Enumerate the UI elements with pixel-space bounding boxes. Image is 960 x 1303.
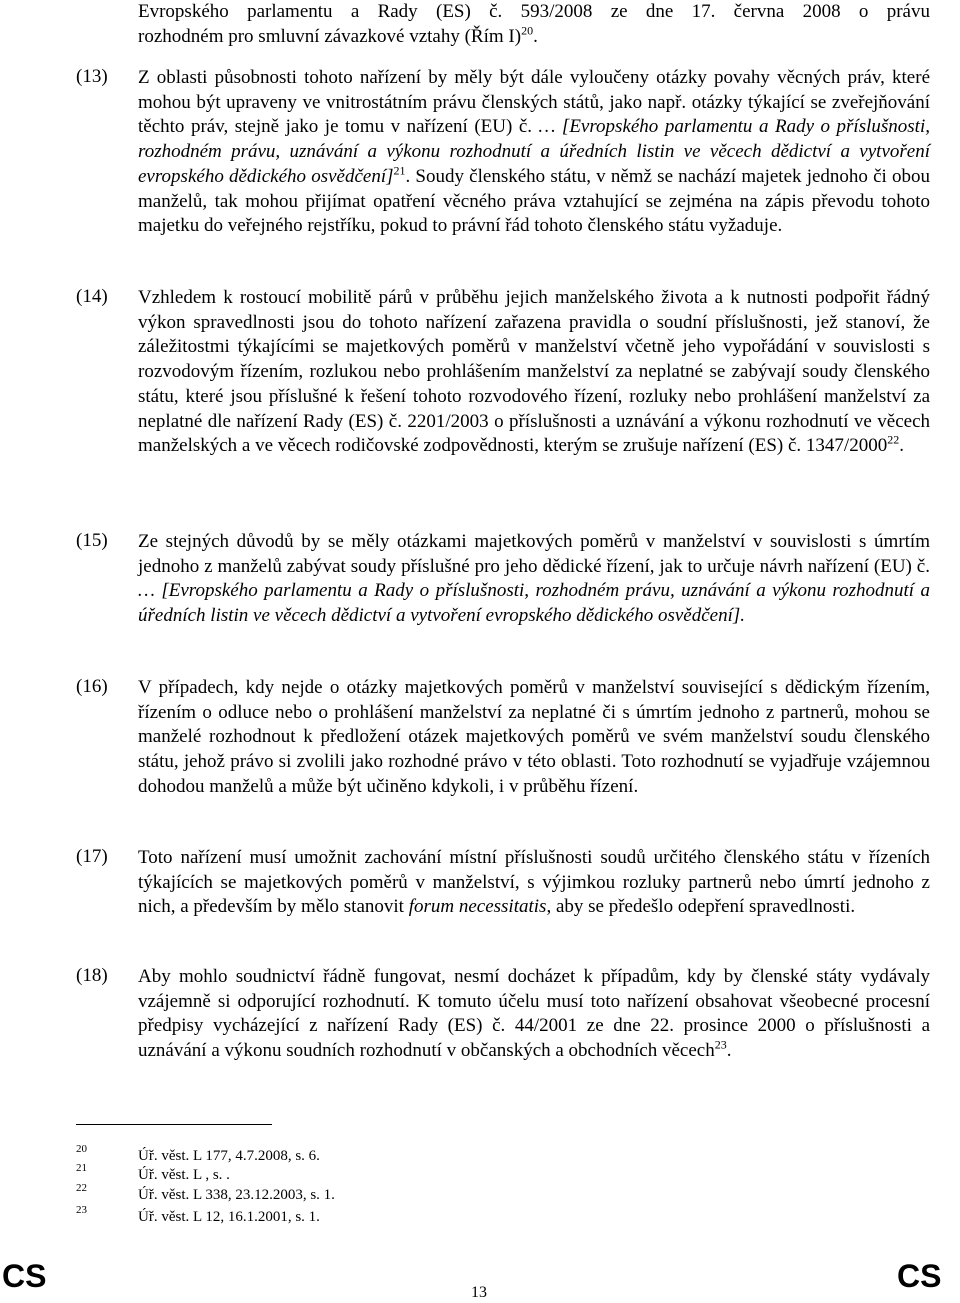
paragraph-number: (16): [76, 676, 108, 697]
footnote-mark: 22: [76, 1182, 87, 1194]
continuation-line-2: rozhodném pro smluvní závazkové vztahy (Řím I)$^{20}$.: [138, 23, 538, 47]
page-number: 13: [471, 1284, 487, 1301]
footnote-mark: 20: [76, 1143, 87, 1155]
footnote-mark: 23: [76, 1204, 87, 1216]
paragraph-17: [76, 846, 930, 920]
footer-language-right: CS: [897, 1258, 942, 1294]
paragraph-number: (15): [76, 530, 108, 551]
paragraph-text: Vzhledem k rostoucí mobilitě párů v průběhu jejich manželského života a k nutnosti podpořit řádný výkon spravedlnosti jsou do tohoto nařízení zařazena pravidla o soudní příslušnosti, jež stanoví, že záležitostmi týkajícími se majetkových poměrů v manželství včetně jeho vypořádání v souvislosti s rozvodovým řízením, rozlukou nebo prohlášením manželství za neplatné se zabývají soudy členského státu, které jsou příslušné k řešení tohoto rozvodového řízení, rozluky nebo prohlášení manželství za neplatné dle nařízení Rady (ES) č. 2201/2003 o příslušnosti a uznávání a výkonu rozhodnutí ve věcech manželských a ve věcech rodičovské zodpovědnosti, kterým se zrušuje nařízení (ES) č. 1347/2000$^{22}$.: [138, 287, 930, 457]
paragraph-text: Z oblasti působnosti tohoto nařízení by měly být dále vyloučeny otázky povahy věcných práv, které mohou být upraveny ve vnitrostátním právu členských států, jako např. otázky týkající se zveřejňování těchto práv, stejně jako je tomu v nařízení (EU) č. … [Evropského parlamentu a Rady o příslušnosti, rozhodném právu, uznávání a výkonu rozhodnutí a úředních listin ve věcech dědictví a vytvoření evropského dědického osvědčení]$^{21}$. Soudy členského státu, v němž se nachází majetek jednoho či obou manželů, tak mohou přijímat opatření věcného práva vztahující se zejména na zápis převodu tohoto majetku do veřejného rejstříku, pokud to právní řád tohoto členského státu vyžaduje.: [138, 67, 930, 237]
footer-language-left: CS: [2, 1258, 47, 1294]
paragraph-number: (14): [76, 286, 108, 307]
continuation-line-1: Evropského parlamentu a Rady (ES) č. 593/2008 ze dne 17. června 2008 o právu: [138, 1, 930, 22]
footnote-text: Úř. věst. L 177, 4.7.2008, s. 6.: [138, 1148, 320, 1164]
footnote-separator: [76, 1124, 272, 1125]
footnote-ref-20: 20: [521, 23, 534, 38]
footnote-text: Úř. věst. L 12, 16.1.2001, s. 1.: [138, 1209, 320, 1225]
paragraph-13: [76, 66, 930, 239]
paragraph-text: Toto nařízení musí umožnit zachování místní příslušnosti soudů určitého členského státu v řízeních týkajících se majetkových poměrů v manželství, s výjimkou rozluky partnerů nebo úmrtí jednoho z nich, a především by mělo stanovit forum necessitatis, aby se předešlo odepření spravedlnosti.: [138, 847, 930, 918]
paragraph-number: (17): [76, 846, 108, 867]
footnote-text: Úř. věst. L , s. .: [138, 1167, 230, 1183]
footnote-ref-23: 23: [714, 1037, 727, 1052]
paragraph-16: [76, 676, 930, 800]
paragraph-text: V případech, kdy nejde o otázky majetkových poměrů v manželství související s dědickým řízením, řízením o odluce nebo o prohlášení manželství za neplatné či s úmrtím jednoho z partnerů, mohou se manželé rozhodnout k předložení otázek majetkových poměrů ve svém manželství soudu členského státu, jehož právo si zvolili jako rozhodné právo v této oblasti. Toto rozhodnutí se vyjadřuje vzájemnou dohodou manželů a může být učiněno kdykoli, i v průběhu řízení.: [138, 677, 930, 797]
paragraph-15: [76, 530, 930, 629]
paragraph-text: Aby mohlo soudnictví řádně fungovat, nesmí docházet k případům, kdy by členské státy vydávaly vzájemně si odporující rozhodnutí. K tomuto účelu musí toto nařízení obsahovat všeobecné procesní předpisy vycházející z nařízení Rady (ES) č. 44/2001 ze dne 22. prosince 2000 o příslušnosti a uznávání a výkonu soudních rozhodnutí v občanských a obchodních věcech$^{23}$.: [138, 966, 930, 1062]
paragraph-number: (18): [76, 965, 108, 986]
footnote-text: Úř. věst. L 338, 23.12.2003, s. 1.: [138, 1187, 335, 1203]
paragraph-18: [76, 965, 930, 1064]
paragraph-number: (13): [76, 66, 108, 87]
paragraph-14: [76, 286, 930, 459]
paragraph-text: Ze stejných důvodů by se měly otázkami majetkových poměrů v manželství v souvislosti s úmrtím jednoho z manželů zabývat soudy příslušné pro jeho dědické řízení, jak to určuje návrh nařízení (EU) č. … [Evropského parlamentu a Rady o příslušnosti, rozhodném právu, uznávání a výkonu rozhodnutí a úředních listin ve věcech dědictví a vytvoření evropského dědického osvědčení].: [138, 531, 930, 627]
continuation-paragraph: [138, 0, 930, 49]
footnote-ref-21: 21: [393, 163, 406, 178]
footnote-mark: 21: [76, 1162, 87, 1174]
footnote-ref-22: 22: [887, 432, 900, 447]
